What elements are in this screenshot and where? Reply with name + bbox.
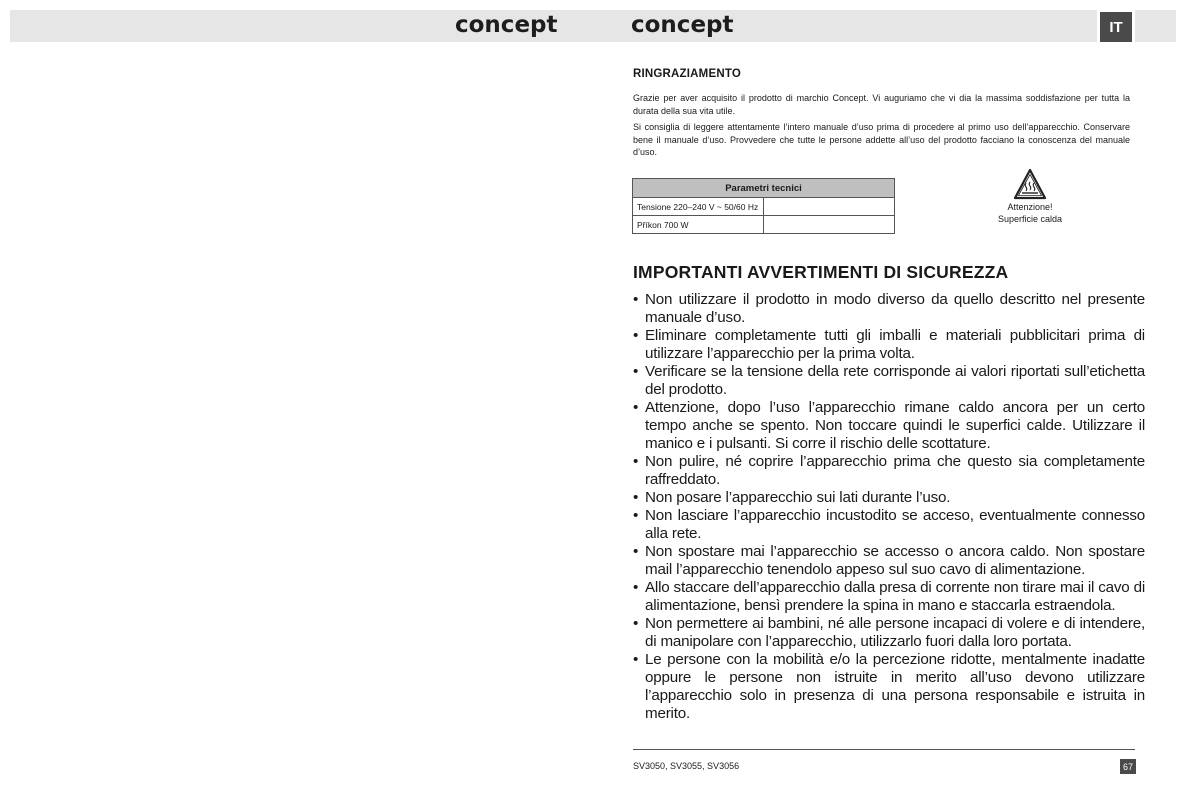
- list-item: • Eliminare completamente tutti gli imballi e materiali pubblicitari prima di utilizzare l’apparecchio per la prima volta.: [633, 327, 1145, 363]
- footer-models: SV3050, SV3055, SV3056: [633, 761, 740, 771]
- page-number: 67: [1120, 759, 1136, 774]
- list-item: • Non spostare mai l’apparecchio se accesso o ancora caldo. Non spostare mail l’apparecchio tenendolo appeso sul suo cavo di alimentazione.: [633, 543, 1145, 579]
- safety-title: IMPORTANTI AVVERTIMENTI DI SICUREZZA: [633, 262, 1009, 282]
- table-cell: [764, 216, 895, 234]
- footer-divider: [633, 749, 1135, 750]
- language-badge: IT: [1100, 12, 1132, 42]
- list-item: • Non posare l’apparecchio sui lati durante l’uso.: [633, 489, 1145, 507]
- header-bar: [10, 10, 1176, 42]
- intro-title: RINGRAZIAMENTO: [633, 68, 742, 80]
- intro-paragraph-2: Si consiglia di leggere attentamente l’intero manuale d’uso prima di procedere al primo uso dell’apparecchio. Conservare bene il manuale d’uso. Provvedere che tutte le persone addette all’uso del prodotto facciano la conoscenza del manuale d’uso.: [633, 122, 1130, 157]
- list-item: • Non lasciare l’apparecchio incustodito se acceso, eventualmente connesso alla rete.: [633, 507, 1145, 543]
- list-item: • Verificare se la tensione della rete corrisponde ai valori riportati sull’etichetta del prodotto.: [633, 363, 1145, 399]
- brand-logo-right: concept: [631, 12, 734, 38]
- brand-logo-left: concept: [455, 12, 558, 38]
- list-item: • Allo staccare dell’apparecchio dalla presa di corrente non tirare mai il cavo di alimentazione, bensì prendere la spina in mano e staccarla estraendola.: [633, 579, 1145, 615]
- tech-params-header: Parametri tecnici: [633, 179, 895, 198]
- hot-surface-warning: [985, 168, 1075, 225]
- list-item: • Non utilizzare il prodotto in modo diverso da quello descritto nel presente manuale d’uso.: [633, 291, 1145, 327]
- list-item: • Le persone con la mobilità e/o la percezione ridotte, mentalmente inadatte oppure le persone non istruite in merito all’uso devono utilizzare l’apparecchio solo in presenza di una persona responsabile e istruita in merito.: [633, 651, 1145, 723]
- safety-list: [633, 291, 1145, 723]
- list-item: • Attenzione, dopo l’uso l’apparecchio rimane caldo ancora per un certo tempo anche se spento. Non toccare quindi le superfici calde. Utilizzare il manico e i pulsanti. Si corre il rischio delle scottature.: [633, 399, 1145, 453]
- intro-paragraph-1: Grazie per aver acquisito il prodotto di marchio Concept. Vi auguriamo che vi dia la massima soddisfazione per tutta la durata della sua vita utile.: [633, 93, 1130, 116]
- table-cell: [764, 198, 895, 216]
- table-cell: Tensione 220–240 V ~ 50/60 Hz: [633, 198, 764, 216]
- warning-line-1: Attenzione!: [1007, 202, 1053, 212]
- hot-surface-warning-icon: [1013, 168, 1047, 200]
- table-row: [633, 216, 895, 234]
- list-item: • Non permettere ai bambini, né alle persone incapaci di volere e di intendere, di manipolare con l’apparecchio, utilizzarlo fuori dalla loro portata.: [633, 615, 1145, 651]
- list-item: • Non pulire, né coprire l’apparecchio prima che questo sia completamente raffreddato.: [633, 453, 1145, 489]
- tech-params-table: [632, 178, 895, 234]
- table-cell: Příkon 700 W: [633, 216, 764, 234]
- table-row: [633, 198, 895, 216]
- warning-line-2: Superficie calda: [997, 213, 1063, 224]
